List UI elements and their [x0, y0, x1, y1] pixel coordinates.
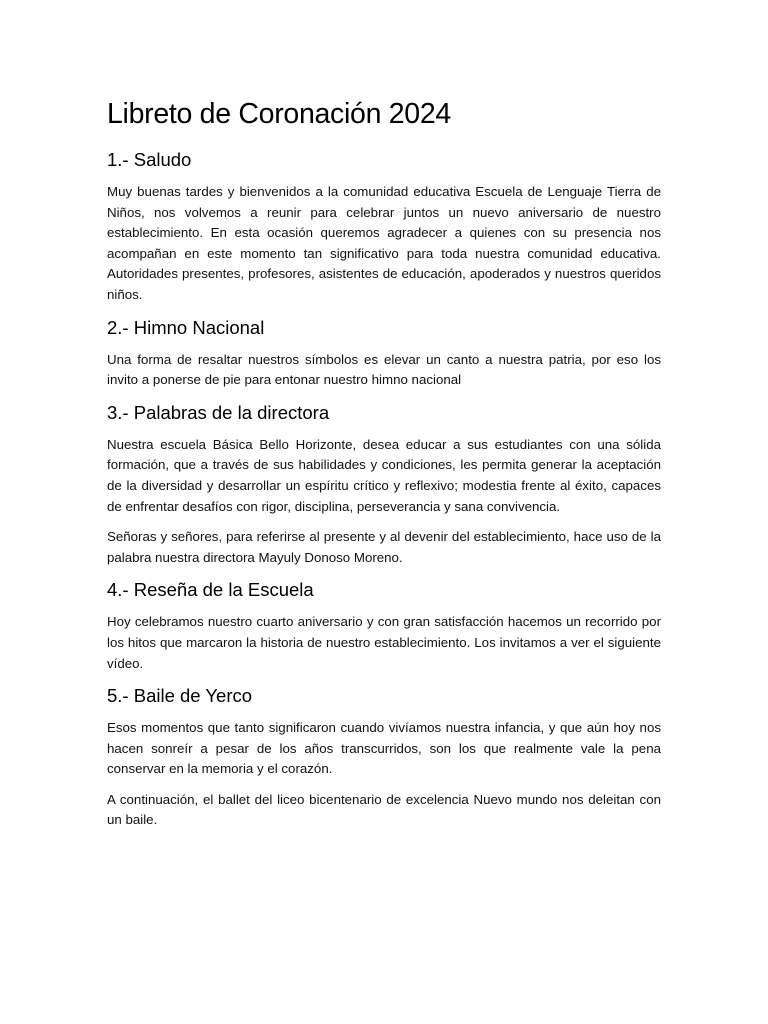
- section-resena-escuela: [107, 577, 661, 674]
- section-heading: 1.- Saludo: [107, 149, 192, 170]
- paragraph: Nuestra escuela Básica Bello Horizonte, desea educar a sus estudiantes con una sólida formación, que a través de sus habilidades y condiciones, les permita generar la aceptación de la diversidad y desarrollar un espíritu crítico y reflexivo; modestia frente al éxito, capaces de enfrentar desafíos con rigor, disciplina, perseverancia y sana convivencia.: [107, 436, 661, 514]
- section-himno-nacional: [107, 315, 661, 391]
- paragraph: Esos momentos que tanto significaron cuando vivíamos nuestra infancia, y que aún hoy nos hacen sonreír a pesar de los años transcurridos, son los que realmente vale la pena conservar en la memoria y el corazón.: [107, 720, 661, 777]
- section-saludo: [107, 147, 661, 306]
- section-baile-yerco: [107, 683, 661, 831]
- document-title: Libreto de Coronación 2024: [107, 98, 451, 130]
- paragraph: Muy buenas tardes y bienvenidos a la comunidad educativa Escuela de Lenguaje Tierra de Niños, nos volvemos a reunir para celebrar juntos un nuevo aniversario de nuestro establecimiento. En esta ocasión queremos agradecer a quienes con su presencia nos acompañan en este momento tan significativo para toda nuestra comunidad educativa. Autoridades presentes, profesores, asistentes de educación, apoderados y nuestros queridos niños.: [107, 184, 661, 302]
- paragraph: Hoy celebramos nuestro cuarto aniversario y con gran satisfacción hacemos un recorrido por los hitos que marcaron la historia de nuestro establecimiento. Los invitamos a ver el siguiente vídeo.: [107, 614, 661, 671]
- section-heading: 5.- Baile de Yerco: [107, 685, 253, 707]
- section-palabras-directora: [107, 400, 661, 569]
- section-heading: 3.- Palabras de la directora: [107, 401, 330, 423]
- paragraph: Una forma de resaltar nuestros símbolos es elevar un canto a nuestra patria, por eso los invito a ponerse de pie para entonar nuestro himno nacional: [107, 351, 661, 388]
- section-heading: 4.- Reseña de la Escuela: [107, 579, 314, 601]
- paragraph: A continuación, el ballet del liceo bicentenario de excelencia Nuevo mundo nos deleitan con un baile.: [107, 791, 661, 828]
- section-heading: 2.- Himno Nacional: [107, 316, 265, 338]
- document-page: [107, 94, 661, 840]
- paragraph: Señoras y señores, para referirse al presente y al devenir del establecimiento, hace uso de la palabra nuestra directora Mayuly Donoso Moreno.: [107, 529, 661, 565]
